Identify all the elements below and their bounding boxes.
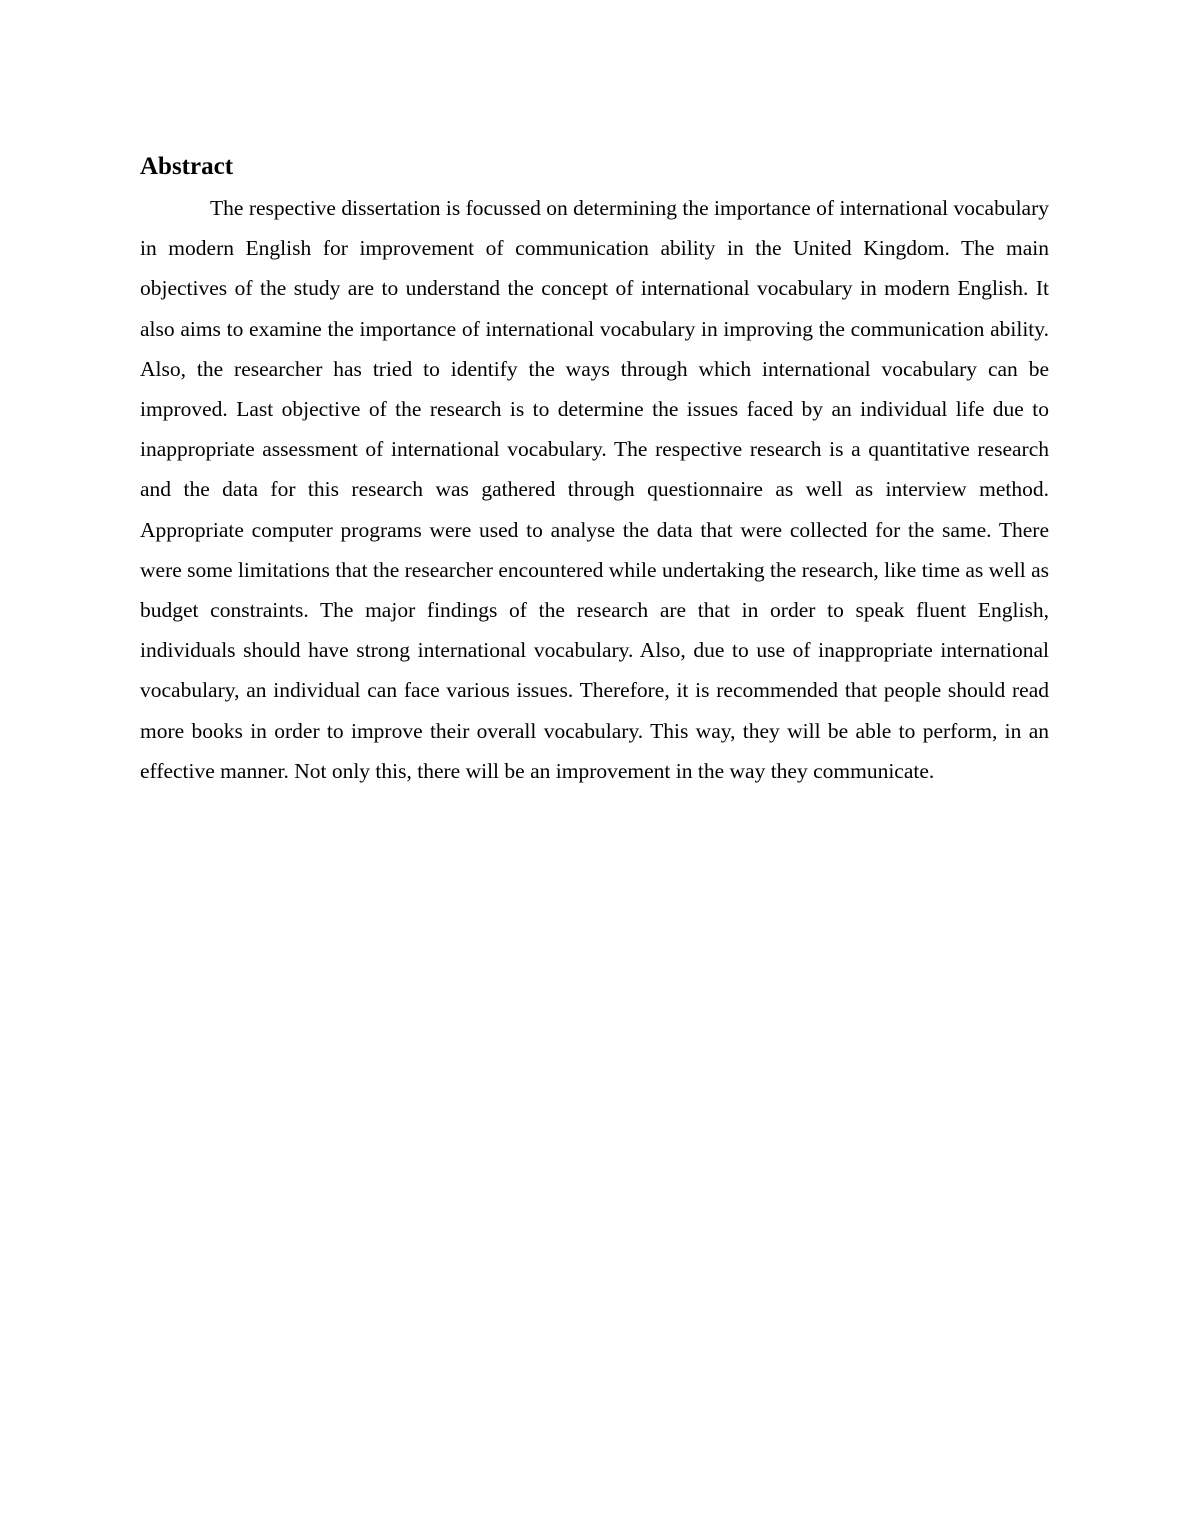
abstract-heading: Abstract <box>140 153 234 180</box>
document-content <box>140 150 1049 791</box>
abstract-paragraph: The respective dissertation is focussed on determining the importance of international vocabulary in modern English for improvement of communication ability in the United Kingdom. The main objectives of the study are to understand the concept of international vocabulary in modern English. It also aims to examine the importance of international vocabulary in improving the communication ability. Also, the researcher has tried to identify the ways through which international vocabulary can be improved. Last objective of the research is to determine the issues faced by an individual life due to inappropriate assessment of international vocabulary. The respective research is a quantitative research and the data for this research was gathered through questionnaire as well as interview method. Appropriate computer programs were used to analyse the data that were collected for the same. There were some limitations that the researcher encountered while undertaking the research, like time as well as budget constraints. The major findings of the research are that in order to speak fluent English, individuals should have strong international vocabulary. Also, due to use of inappropriate international vocabulary, an individual can face various issues. Therefore, it is recommended that people should read more books in order to improve their overall vocabulary. This way, they will be able to perform, in an effective manner. Not only this, there will be an improvement in the way they communicate. <box>140 196 1049 783</box>
